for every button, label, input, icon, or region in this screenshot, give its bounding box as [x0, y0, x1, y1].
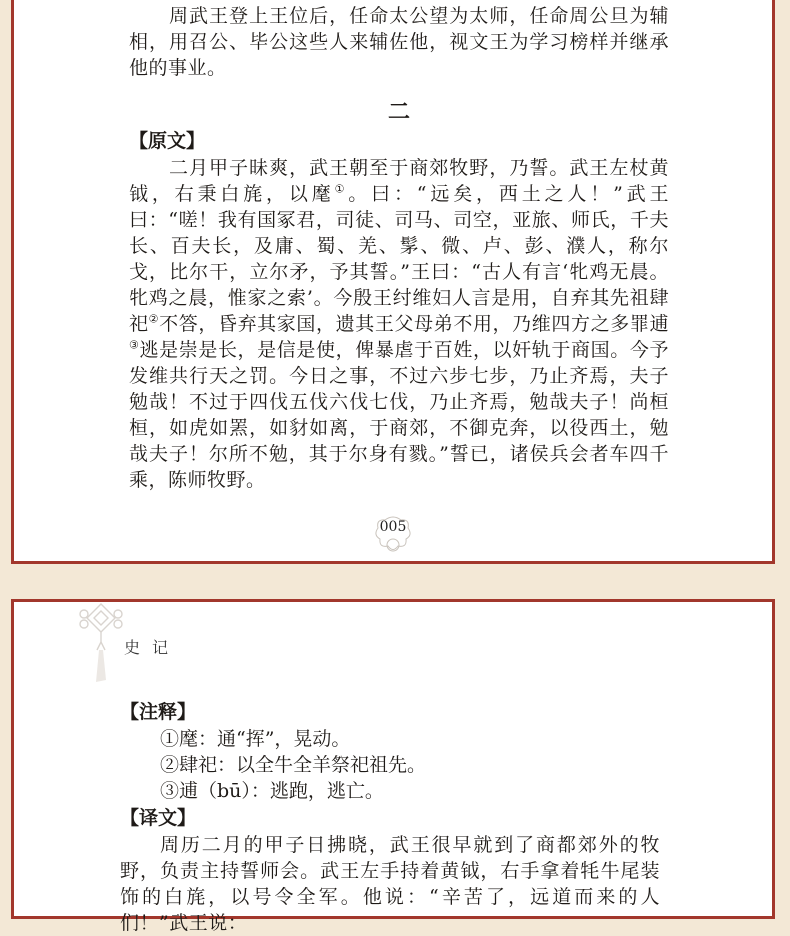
footnote-ref-2: ② — [148, 312, 160, 326]
intro-paragraph: 周武王登上王位后，任命太公望为太师，任命周公旦为辅相，用召公、毕公这些人来辅佐他，视文王为学习榜样并继承他的事业。 — [129, 5, 669, 79]
yuanwen-text-1: 二月甲子昧爽，武王朝至于商郊牧野，乃誓。武王左杖黄钺，右秉白旄，以麾 — [129, 157, 669, 205]
note-3: ③逋（bū）：逃跑，逃亡。 — [160, 780, 384, 802]
page-top — [11, 0, 775, 564]
top-text — [129, 3, 669, 81]
yiwen-paragraph: 周历二月的甲子日拂晓，武王很早就到了商都郊外的牧野，负责主持誓师会。武王左手持着黄钺，右手拿着牦牛尾装饰的白旄，以号令全军。他说：“辛苦了，远道而来的人们！”武王说： — [120, 834, 660, 934]
footnote-ref-3: ③ — [129, 338, 140, 352]
yuanwen-text-2: 。曰：“远矣，西土之人！”武王曰：“嗟！我有国冢君，司徒、司马、司空，亚旅、师氏，千夫长、百夫长，及庸、蜀、羌、髳、微、卢、彭、濮人，称尔戈，比尔干，立尔矛，予其誓。”王曰：“古人有言‘牝鸡无晨。牝鸡之晨，惟家之索’。今殷王纣维妇人言是用，自弃其先祖肆祀 — [129, 183, 669, 335]
yuanwen-text-3: 不答，昏弃其家国，遗其王父母弟不用，乃维四方之多罪逋 — [159, 313, 669, 335]
yuanwen-heading: 【原文】 — [129, 130, 206, 152]
yuanwen-paragraph — [129, 155, 669, 493]
zhushi-block — [120, 698, 660, 936]
page-number: 005 — [379, 519, 407, 535]
page-number-badge — [372, 513, 414, 555]
note-2: ②肆祀：以全牛全羊祭祀祖先。 — [160, 754, 427, 776]
yuanwen-text-4: 逃是崇是长，是信是使，俾暴虐于百姓，以奸轨于商国。今予发维共行天之罚。今日之事，不过六步七步，乃止齐焉，夫子勉哉！不过于四伐五伐六伐七伐，乃止齐焉，勉哉夫子！尚桓桓，如虎如罴，如豺如离，于商郊，不御克奔，以役西土，勉哉夫子！尔所不勉，其于尔身有戮。”誓已，诸侯兵会者车四千乘，陈师牧野。 — [129, 339, 669, 491]
page-bottom — [11, 599, 775, 934]
running-header: 史记 — [124, 638, 181, 657]
section-number: 二 — [387, 99, 410, 125]
footnote-ref-1: ① — [334, 182, 349, 196]
chinese-knot-icon — [70, 602, 132, 686]
note-1: ①麾：通“挥”，晃动。 — [160, 728, 351, 750]
yuanwen-block — [129, 127, 669, 493]
zhushi-heading: 【注释】 — [120, 701, 197, 723]
yiwen-heading: 【译文】 — [120, 807, 197, 829]
